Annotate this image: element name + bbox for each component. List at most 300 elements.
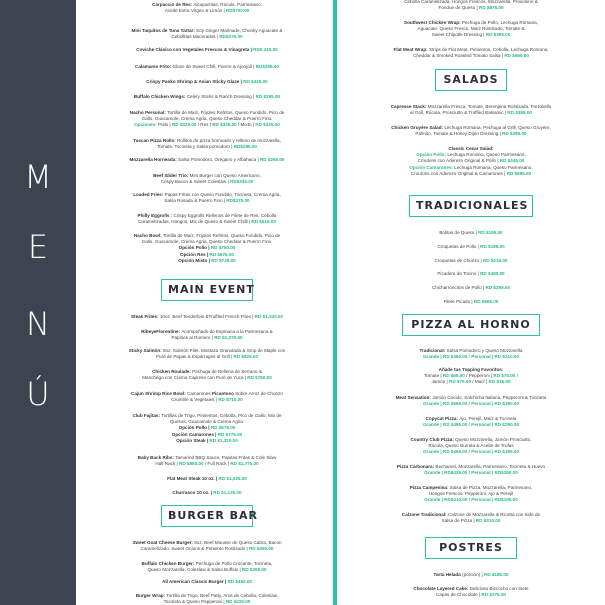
item-line <box>84 476 330 482</box>
item-name: Meat Sensation: <box>395 395 433 400</box>
item-description: Sweet Chipotle Dressing | <box>431 32 486 38</box>
section-postres: POSTRES <box>425 537 517 559</box>
sidebar-letter-n: N <box>26 305 50 343</box>
item-price: Grande | RD $495.00 <box>422 449 468 455</box>
item-description: / Res | <box>196 122 213 128</box>
item-description: Crumble & Vegetales | <box>171 397 219 403</box>
item-price: RD $70.00 <box>493 373 516 379</box>
item-line <box>344 131 598 137</box>
item-price: Grande | RD$410.00 <box>424 497 468 503</box>
item-price: RD $450.00 <box>227 579 252 584</box>
item-line <box>344 470 598 476</box>
menu-item-salmon <box>84 348 330 360</box>
item-description: Croquetas de Pollo | <box>437 244 481 249</box>
menu-item-meat-sensation <box>344 395 598 407</box>
item-line <box>344 449 598 455</box>
item-name: Carpaccio de Res: <box>152 2 194 7</box>
item-line <box>84 375 330 381</box>
item-description: / Pepperoni | <box>464 373 494 379</box>
item-price: RD $775.00 <box>217 431 243 437</box>
item-name: Southwest Chicken Wrap: <box>404 20 462 25</box>
item-line <box>84 79 330 85</box>
item-price: RD $325.00 <box>255 122 280 128</box>
item-description: Salsa de Pizza | <box>441 518 476 524</box>
item-description: Half Rack | <box>155 461 180 467</box>
item-description: Mini Burger con Queso Americano, <box>189 173 261 178</box>
menu-item-copycat <box>344 416 598 428</box>
item-description: Salsa de Pizza, Mozzarella, Parmesano, <box>449 485 533 490</box>
item-price: RD $675.00 <box>209 251 234 257</box>
item-description: / <box>467 470 472 476</box>
item-name: Crispy Panko Shrimp & Asian Sticky Glaze | <box>146 79 244 84</box>
item-description: Gallo, Guacamole, Crema Agria, Queso Cheddar & Puerro Fino. <box>141 116 273 122</box>
item-description: Bolitas de Queso | <box>439 230 479 235</box>
item-line <box>344 354 598 360</box>
item-description: Pechuga de Pollo, Lechuga Romana, <box>461 20 538 25</box>
item-description: Jamón Cocido, Salchicha Italiana, Pepperoni & Tocineta <box>432 395 547 400</box>
item-line <box>84 258 330 264</box>
item-description: Rollitos de pizza horneado y relleno de mozzarella, <box>176 138 281 143</box>
item-price: RD $725.00 <box>211 257 236 263</box>
item-price: RD $850.00 <box>179 461 204 467</box>
item-name: Baby Back Ribs: <box>137 455 176 460</box>
item-description: Tortilla de Maíz, Frijoles Refritos, Queso Fundido, Pico de <box>167 110 285 115</box>
item-price: Personal | RD $210.00 <box>471 354 520 360</box>
menu-item-croquetas-chorizo <box>344 258 598 264</box>
item-description: 10oz. Beef Tenderloin &Truffled French Fries | <box>159 314 255 319</box>
item-price: Personal | RD $390.00 <box>471 401 520 407</box>
item-name: Flat Meat Wrap: <box>393 47 429 52</box>
item-price: Personal | RD$195.00 <box>471 497 518 503</box>
item-description: Celery Sticks & Ranch Dressing | <box>186 94 256 99</box>
item-description: Jamón | <box>431 379 450 385</box>
item-line <box>344 401 598 407</box>
item-description: Croquetas de Chorizo | <box>434 258 483 263</box>
item-price: RD $760.00 <box>247 375 272 381</box>
menu-item-goat-burger <box>84 540 330 552</box>
menu-sidebar <box>0 0 76 605</box>
menu-item-buffalo-burger <box>84 561 330 573</box>
item-line <box>344 518 598 524</box>
item-option: Opciones: <box>134 122 158 128</box>
item-description: Croutons con Aderezo Original & Camarones | <box>410 170 507 176</box>
item-description: 8oz. Salmón Filet, Mostaza Granulada & Srop de Maple con <box>162 348 286 353</box>
item-name: Classic Cesar Salad: <box>448 146 494 151</box>
item-description: / Maíz | <box>471 379 489 385</box>
menu-item-caesar <box>344 146 598 177</box>
item-price: RD $65.00 <box>442 373 465 379</box>
item-name: Opción Pollo | <box>178 425 211 431</box>
item-line <box>84 579 330 585</box>
sidebar-letter-e: E <box>27 228 49 266</box>
item-line <box>344 5 598 11</box>
item-description: Puré de Papas & Espárragos al Grill | <box>155 354 234 360</box>
item-description: Tortillas de Trigo, Pimientos, Cebolla, Pico de Gallo, Mix de <box>161 413 282 418</box>
item-name: Burger Wrap: <box>135 593 167 598</box>
item-description: Cheddar & Smoked Roasted Tomato Salsa | <box>413 53 505 59</box>
item-description: Lechuga Romana, Pechuga al Grill, Queso Gruyère, <box>444 125 551 130</box>
item-line <box>344 592 598 598</box>
item-description: / <box>515 373 518 379</box>
item-line <box>84 34 330 40</box>
item-description: 8oz. Beef Mousse de Queso Cabra, Bacon <box>194 540 282 545</box>
item-description: Lechuga Romana, Queso Parmesano, <box>454 164 533 170</box>
item-line <box>84 198 330 204</box>
item-price: RD$700.00 <box>225 8 250 14</box>
item-description: Soy Ginger Marinade, Chunky Aguacate & <box>196 28 283 33</box>
menu-item-campesina <box>344 485 598 504</box>
item-name: Buffalo Chicken Wings: <box>133 94 187 99</box>
item-price: RD $425.00 <box>225 599 251 605</box>
item-name: Capresse Stack: <box>390 104 428 109</box>
item-line <box>84 314 330 320</box>
item-name: Picantoso <box>211 391 234 396</box>
item-price: Personal | RD $290.00 <box>471 422 520 428</box>
section-salads: SALADS <box>435 69 507 91</box>
item-price: RD $395.00 <box>485 32 511 38</box>
menu-item-caprese <box>344 104 598 116</box>
item-description: Acompañado de Espinaca a la Parmesana & <box>181 329 273 334</box>
item-line <box>84 599 330 605</box>
item-description: Croutons con Aderezo Original & Pollo | <box>417 158 500 164</box>
item-description: Alcaparritas, Rúcula, Parmesano, <box>193 2 262 7</box>
item-price: RD $1,125.00 <box>213 490 242 495</box>
item-description: Caramelizadas, Hongos, Mix de Queso & Sweet Chilli | <box>138 219 252 225</box>
item-price: Grande | RD $495.00 <box>422 422 468 428</box>
divider-stripe <box>333 0 337 605</box>
menu-column-right <box>344 0 598 605</box>
item-description: Papines al Romero | <box>171 335 215 341</box>
item-price: RD$375.00 <box>219 34 243 40</box>
item-description: Tamarind BBQ Sauce, Papitas Fritas & Cole Slaw <box>175 455 277 460</box>
menu-item-fajitas <box>84 413 330 444</box>
item-price: RD $260.00 <box>259 157 285 162</box>
item-name: Club Fajitas: <box>132 413 162 418</box>
item-price: RD $215.00 <box>482 258 508 263</box>
item-description: Strips de Flat Meat, Pimientos, Cebolla, Lechuga Romana, <box>428 47 549 52</box>
item-description: Tortilla de Maíz, Frijoles Refritos, Queso Fundido, Pico de <box>162 233 281 238</box>
menu-item-slider <box>84 173 330 185</box>
item-option: Opción Pollo: <box>416 152 448 158</box>
item-line <box>84 157 330 163</box>
item-name: Chocolate Layered Cake: <box>413 586 470 591</box>
item-line <box>84 219 330 225</box>
item-description: / <box>467 401 472 407</box>
menu-item-roulade <box>84 369 330 381</box>
menu-item-cebolla-top <box>344 0 598 11</box>
item-description: Calzone de Mozzarella & Ricotta con Side de <box>447 512 541 517</box>
item-description: Caramelizado, Sweet Onions & Pimiento Rostizado | <box>140 546 249 552</box>
item-line <box>344 379 598 385</box>
item-price: RD $70.00 <box>449 379 471 385</box>
item-name: All American Classic Burger | <box>162 579 228 584</box>
item-price: RD $515.00 <box>251 219 276 225</box>
menu-item-nacho-personal <box>84 110 330 129</box>
menu-item-calamares <box>84 64 330 70</box>
item-line <box>84 490 330 496</box>
item-description: | <box>480 572 484 577</box>
item-description: al Grill, Rúcula, Prosciutto & Truffled Balsamic | <box>410 110 508 116</box>
item-price: RD $395.00 <box>502 131 527 137</box>
item-line <box>84 47 330 53</box>
menu-item-chocolate-cake <box>344 586 598 598</box>
item-price: RD $375.00 <box>481 592 506 598</box>
menu-item-croquetas-pollo <box>344 244 598 250</box>
item-description: Papas Fritas con Queso Fundido, Tocineta, Crema Agria, <box>164 192 281 197</box>
item-line <box>344 271 598 277</box>
item-name: Churrasco 10 oz. | <box>172 490 214 495</box>
item-description: Rúcula, Queso Burrata & Aceite de Trufas <box>428 443 514 449</box>
item-line <box>344 244 598 250</box>
item-name: Nacho Bowl: <box>133 233 163 238</box>
item-description: Pollo | <box>157 122 172 128</box>
item-description: Tomate, Tocineta y Salsa pomodoro | <box>157 144 234 150</box>
item-name: Tarta Helada <box>433 572 463 577</box>
item-price: Grande | RD $380.00 <box>422 354 468 360</box>
item-line <box>344 53 598 59</box>
item-name: Nacho Personal: <box>129 110 168 115</box>
menu-item-ribeye <box>84 329 330 341</box>
item-description: Hongos Frescos, Pepperoni, Ajo & Perejil <box>428 491 514 497</box>
menu-item-burger-wrap <box>84 593 330 605</box>
item-price: RD $825.00 <box>233 354 259 360</box>
item-description: Glaze de Sweet Chili, Puerre & Ajonjolí | <box>172 64 256 69</box>
item-price: RD $650.00 <box>504 53 529 59</box>
item-price: RD $195.00 <box>480 244 505 249</box>
item-name: Philly Eggrolls : <box>137 213 174 218</box>
item-line <box>84 94 330 100</box>
item-line <box>84 438 330 444</box>
item-price: RD $315.00 <box>475 518 501 524</box>
item-name: Flat Meat Steak 10 oz. | <box>167 476 219 481</box>
item-price: RD$375.00 <box>226 198 250 204</box>
menu-item-classic-burger <box>84 579 330 585</box>
item-name: Calzone Tradicional: <box>401 512 448 517</box>
item-price: RD $185.00 <box>483 572 509 577</box>
item-description: Palmito, Tomate & Honey Dijón Dressing | <box>415 131 503 137</box>
menu-item-carbonara <box>344 464 598 476</box>
item-description: / <box>467 422 472 428</box>
item-price: RD $675.00 <box>210 425 236 431</box>
menu-item-churrasco <box>84 490 330 496</box>
menu-item-taquitos <box>84 28 330 40</box>
item-line <box>84 122 330 128</box>
item-price: RD$345.00 <box>230 179 254 185</box>
item-line <box>84 546 330 552</box>
item-line <box>84 567 330 573</box>
item-name: Tuscan Pizza Rolls: <box>133 138 177 143</box>
item-price: RD $1,775.00 <box>230 461 259 467</box>
item-name: RibeyeFlorentine: <box>141 329 182 334</box>
item-line <box>344 110 598 116</box>
item-price: RD $15.00 <box>488 379 511 385</box>
menu-item-chicharron <box>344 285 598 291</box>
item-line <box>84 335 330 341</box>
item-price: RD $395.00 <box>507 110 532 116</box>
item-name: Cajun Shrimp Rice Bowl: <box>131 391 187 396</box>
item-price: RD $490.00 <box>248 546 274 552</box>
section-burger-bar: BURGER BAR <box>161 505 253 527</box>
item-description: Queso Mozzarella, Jamón Prosciutto, <box>455 437 532 442</box>
item-price: RD$295.00 <box>255 64 279 69</box>
menu-item-carpaccio <box>84 2 330 14</box>
menu-item-tuscan <box>84 138 330 150</box>
item-price: RD $325.00 <box>171 122 197 128</box>
item-price: RD $295.00 <box>485 285 511 290</box>
menu-item-toppings <box>344 367 598 386</box>
item-name: Pizza Carbonara: <box>396 464 436 469</box>
item-description: Chicharroncitos de Pollo | <box>431 285 486 290</box>
item-name: Coviche Clásico con Vegetales Frescos & Vinagreta | <box>136 47 254 52</box>
menu-item-bolitas <box>344 230 598 236</box>
item-description: Quesos, Guacamole & Crema Agria. <box>169 419 245 425</box>
item-line <box>84 8 330 14</box>
item-price: RD $295.00 <box>255 94 281 99</box>
menu-item-flat-meat <box>84 476 330 482</box>
item-price: RD $195.00 <box>478 230 503 235</box>
item-name: Sticky Salmón: <box>128 348 163 353</box>
item-description: / <box>467 497 472 503</box>
item-name: Chicken Roulade: <box>152 369 193 374</box>
item-line <box>344 258 598 264</box>
item-price: RD $445.00 <box>499 158 525 164</box>
menu-item-flat-wrap <box>344 47 598 59</box>
item-price: RD $425.00 <box>243 79 268 84</box>
menu-item-country-club <box>344 437 598 456</box>
item-description: Manchego con Crema Caprese con Puré de Yuca | <box>142 375 248 381</box>
item-price: RD $325.00 <box>212 122 237 128</box>
item-line <box>84 144 330 150</box>
item-name: Sweet Goat Cheese Burger: <box>132 540 195 545</box>
menu-item-ribs <box>84 455 330 467</box>
section-main-event: MAIN EVENT <box>161 279 253 301</box>
item-name: Country Club Pizza: <box>410 437 456 442</box>
item-line <box>84 64 330 70</box>
item-price: RD $395.00 <box>242 567 267 573</box>
item-description: Crispy Eggrolls Rellenos de Filete de Res, Cebolla <box>173 213 277 218</box>
item-price: Grande | RD$435.00 <box>424 470 468 476</box>
item-line <box>344 422 598 428</box>
item-description: / Full Rack | <box>203 461 231 467</box>
item-name: Opción Camarones | <box>171 431 218 437</box>
item-description: Sobre Arroz de Chorizo <box>233 391 283 396</box>
item-description: Filete Picado | <box>443 299 474 304</box>
item-description: Picadera de Tocino | <box>437 271 481 276</box>
menu-item-buffalo-wings <box>84 94 330 100</box>
item-description: Aceite Extra Virgen & Limón | <box>164 8 226 14</box>
item-description: Mozzarella Fresca, Tomate, Berenjena Rostizada, Portobello <box>427 104 552 109</box>
sidebar-letter-u: Ú <box>26 375 50 413</box>
item-description: Gallo, Guacamole, Crema Agria, Queso Cheddar & Puerro Fino. <box>141 239 273 245</box>
item-name: Opción Pollo | <box>178 245 211 251</box>
item-price: RD $1,320.00 <box>254 314 284 319</box>
menu-item-eggrolls <box>84 213 330 225</box>
item-description: Pechuga de Rellena de Serrano & <box>192 369 262 374</box>
item-description: Tocineta & Queso Pepperoni | <box>163 599 226 605</box>
item-line <box>84 461 330 467</box>
menu-item-cajun <box>84 391 330 403</box>
item-name: Mini Taquitos de Tuna Tartar: <box>131 28 197 33</box>
item-price: Personal | RD$280.00 <box>471 470 518 476</box>
item-name: Mozzarella Horneada: <box>129 157 179 162</box>
item-name: Pizza Campesina: <box>409 485 450 490</box>
item-name: Calamares Frito: <box>135 64 173 69</box>
item-line <box>344 572 598 578</box>
menu-item-nacho-bowl <box>84 233 330 264</box>
menu-item-mozzarella <box>84 157 330 163</box>
menu-item-gruyere <box>344 125 598 137</box>
item-name: Tradicional: <box>419 348 447 353</box>
item-description: Crispy Bacon & Sweet Coleslaw | <box>160 179 231 185</box>
menu-item-tarta-helada <box>344 572 598 578</box>
item-description: Pechuga de Pollo Crocante, Tocineta, <box>195 561 273 566</box>
item-line <box>344 285 598 291</box>
item-line <box>344 230 598 236</box>
item-line <box>344 497 598 503</box>
section-pizza-al-horno: PIZZA AL HORNO <box>402 314 540 336</box>
sidebar-letter-m: M <box>24 158 52 196</box>
item-description: Salsa Pomodoro y Queso Mozzarella <box>446 348 523 353</box>
item-description: Camarones <box>186 391 212 396</box>
item-price: RD $750.00 <box>210 245 236 251</box>
item-description: Ajo, Perejil, Maíz & Tocineta <box>459 416 517 421</box>
menu-column-left <box>84 0 330 605</box>
item-price: RD $1,325.00 <box>218 476 247 481</box>
item-description: Fondue de Queso | <box>438 5 479 11</box>
item-name: Beef Slider Trio: <box>153 173 190 178</box>
item-description: (porción) <box>462 572 481 577</box>
item-description: Bechamel, Mozzarella, Parmesano, Tocineta & Huevo <box>435 464 546 469</box>
item-price: RD $875.00 <box>479 5 504 11</box>
item-name: Steak Frites: <box>130 314 160 319</box>
item-name: Opción Res | <box>180 251 210 257</box>
menu-item-ceviche <box>84 47 330 53</box>
item-name: Chicken Gruyère Salad: <box>391 125 445 130</box>
item-line <box>344 299 598 305</box>
item-description: Lechuga Romana, Queso Parmesano, <box>447 152 526 158</box>
item-description: / Mixto | <box>236 122 256 128</box>
item-line <box>344 171 598 177</box>
menu-item-pizza-tradicional <box>344 348 598 360</box>
item-price: Personal | RD $395.00 <box>471 449 520 455</box>
item-line <box>344 32 598 38</box>
section-tradicionales: TRADICIONALES <box>409 195 533 217</box>
item-description: Cebollitas Macerados | <box>171 34 220 40</box>
item-price: Grande | RD $595.00 <box>422 401 468 407</box>
item-price: RD$295.00 <box>233 144 257 150</box>
item-description: Delicioso Bizcocho con Siete <box>469 586 529 591</box>
item-description: Queso Mozzarella, Coleslaw & Salsa Buffalo | <box>147 567 243 573</box>
menu-item-steak-frites <box>84 314 330 320</box>
menu-item-calzone <box>344 512 598 524</box>
item-price: RD $490.00 <box>480 271 505 276</box>
item-description: Salsa Pomodoro, Orégano y Albahaca | <box>178 157 260 162</box>
menu-item-picadera <box>344 271 598 277</box>
item-price: RD $710.00 <box>218 397 243 403</box>
menu-item-southwest-wrap <box>344 20 598 39</box>
item-price: RD $1,320.00 <box>209 437 238 443</box>
item-description: / <box>467 354 472 360</box>
item-name: Añade tus Topping Favoritos: <box>438 367 504 372</box>
item-description: Capas de Chocolate | <box>436 592 482 598</box>
item-description: Tomate | <box>424 373 443 379</box>
item-line <box>84 354 330 360</box>
item-price: RD$ 415.00 <box>253 47 278 52</box>
item-description: Cebolla Caramelizada, Hongos Frescos, Mozzarella, Provolone & <box>404 0 538 4</box>
item-name: Opción Steak | <box>176 437 210 443</box>
item-description: Tortilla de Trigo, Beef Patty, Aros de Cebolla, Coleslaw, <box>166 593 279 598</box>
item-line <box>84 179 330 185</box>
